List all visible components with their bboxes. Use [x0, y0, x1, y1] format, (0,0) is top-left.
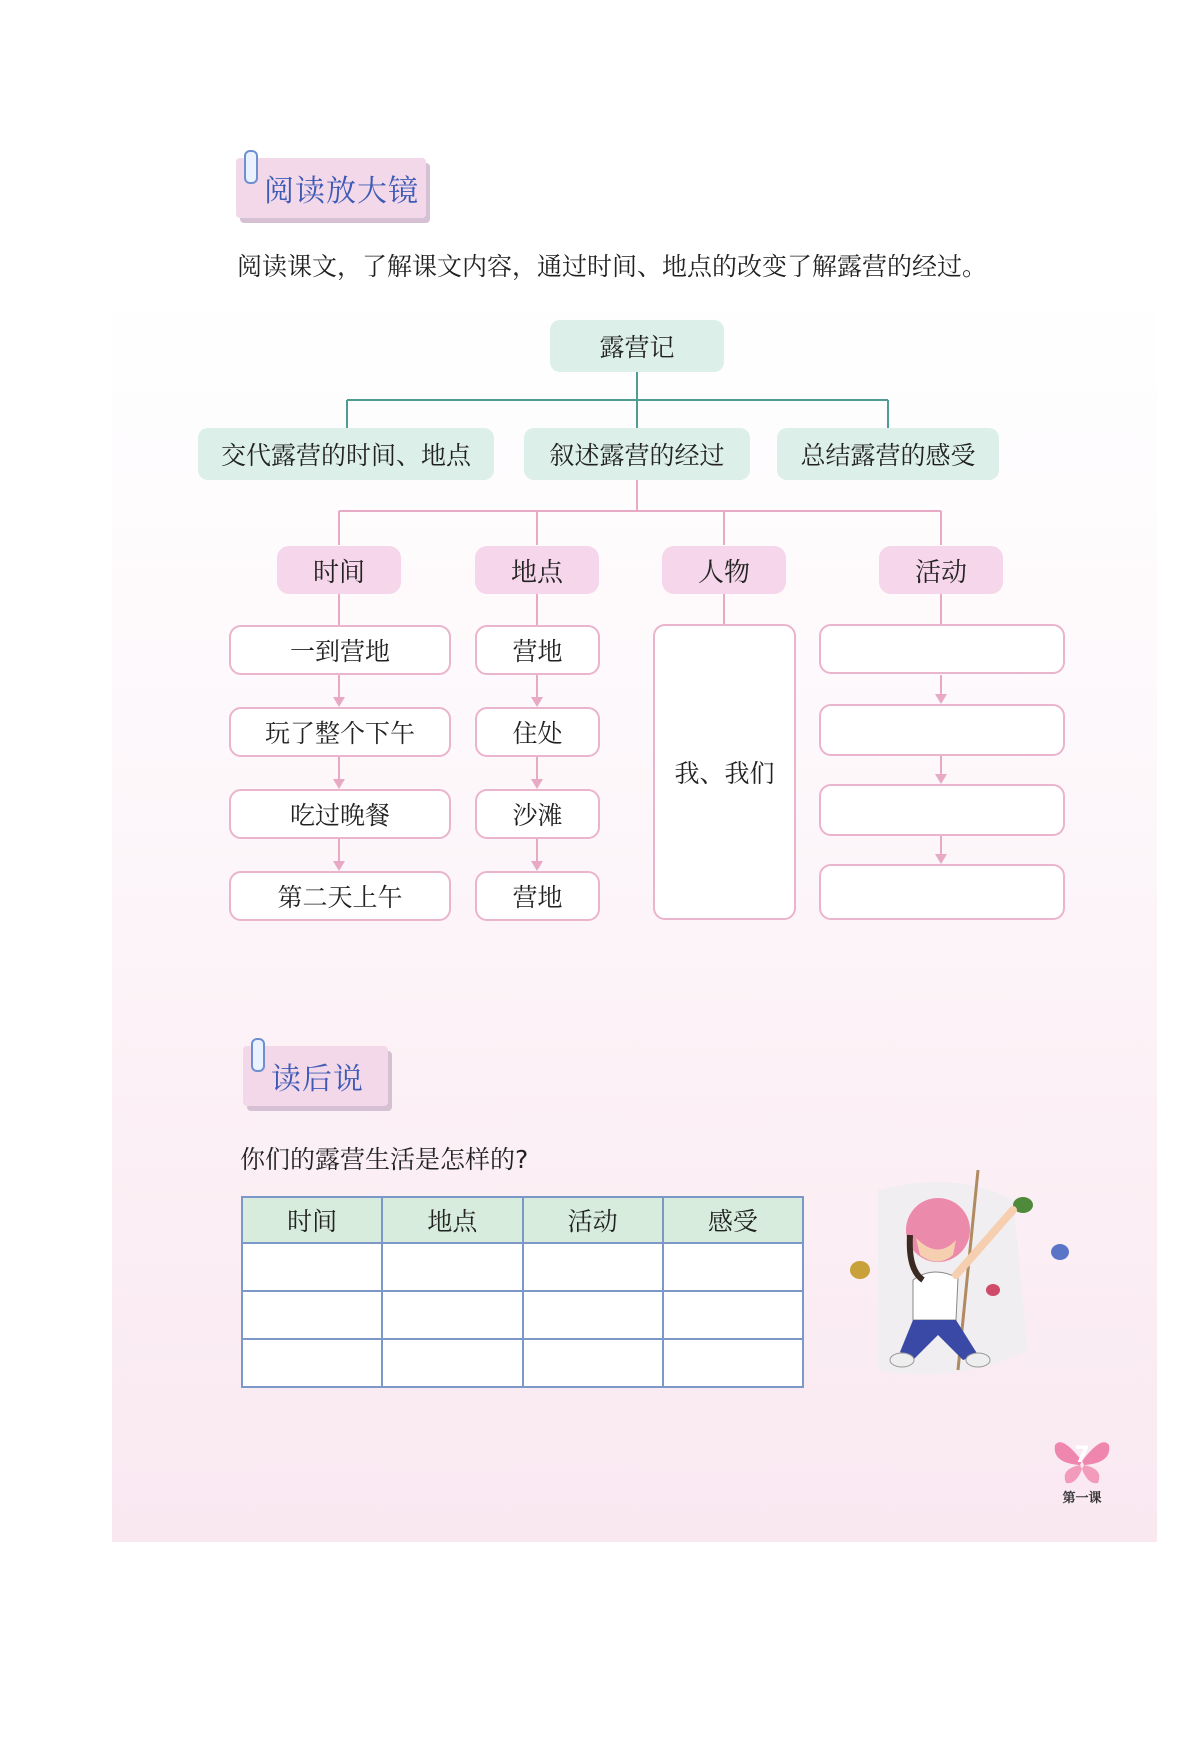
table-cell[interactable] — [663, 1291, 803, 1339]
paperclip-icon — [251, 1038, 265, 1072]
column-header-activity: 活动 — [879, 546, 1003, 594]
table-cell[interactable] — [382, 1339, 522, 1387]
discussion-section-title: 读后说 — [271, 1062, 364, 1097]
discussion-question: 你们的露营生活是怎样的? — [240, 1145, 529, 1174]
camping-summary-table — [241, 1196, 804, 1388]
activity-blank[interactable] — [819, 704, 1065, 756]
mindmap-branch-process: 叙述露营的经过 — [524, 428, 750, 480]
people-item: 我、我们 — [653, 624, 796, 920]
time-item: 玩了整个下午 — [229, 707, 451, 757]
time-item: 吃过晚餐 — [229, 789, 451, 839]
place-item: 沙滩 — [475, 789, 600, 839]
table-cell[interactable] — [523, 1291, 663, 1339]
place-item: 住处 — [475, 707, 600, 757]
column-header-people: 人物 — [662, 546, 786, 594]
table-header-activity: 活动 — [523, 1197, 663, 1243]
table-cell[interactable] — [523, 1339, 663, 1387]
mindmap-branch-time-place: 交代露营的时间、地点 — [198, 428, 494, 480]
table-cell[interactable] — [663, 1339, 803, 1387]
place-item: 营地 — [475, 625, 600, 675]
table-row — [242, 1291, 803, 1339]
time-item: 第二天上午 — [229, 871, 451, 921]
table-header-time: 时间 — [242, 1197, 382, 1243]
table-cell[interactable] — [663, 1243, 803, 1291]
reading-instruction: 阅读课文，了解课文内容，通过时间、地点的改变了解露营的经过。 — [237, 252, 988, 281]
reading-section-title: 阅读放大镜 — [264, 174, 419, 209]
activity-blank[interactable] — [819, 784, 1065, 836]
lesson-label: 第一课 — [1062, 1491, 1102, 1506]
table-cell[interactable] — [382, 1243, 522, 1291]
table-row — [242, 1339, 803, 1387]
table-cell[interactable] — [382, 1291, 522, 1339]
page-number: 7 — [1074, 1443, 1090, 1468]
activity-blank[interactable] — [819, 624, 1065, 674]
table-cell[interactable] — [242, 1291, 382, 1339]
table-header-place: 地点 — [382, 1197, 522, 1243]
mindmap-branch-feeling: 总结露营的感受 — [777, 428, 999, 480]
table-cell[interactable] — [523, 1243, 663, 1291]
page-badge — [1052, 1435, 1112, 1510]
discussion-section-tag — [243, 1046, 388, 1106]
column-header-place: 地点 — [475, 546, 599, 594]
table-cell[interactable] — [242, 1339, 382, 1387]
activity-blank[interactable] — [819, 864, 1065, 920]
table-row — [242, 1243, 803, 1291]
column-header-time: 时间 — [277, 546, 401, 594]
mindmap-root: 露营记 — [550, 320, 724, 372]
place-item: 营地 — [475, 871, 600, 921]
rock-climbing-girl-illustration — [838, 1170, 1078, 1385]
table-cell[interactable] — [242, 1243, 382, 1291]
table-header-feeling: 感受 — [663, 1197, 803, 1243]
time-item: 一到营地 — [229, 625, 451, 675]
